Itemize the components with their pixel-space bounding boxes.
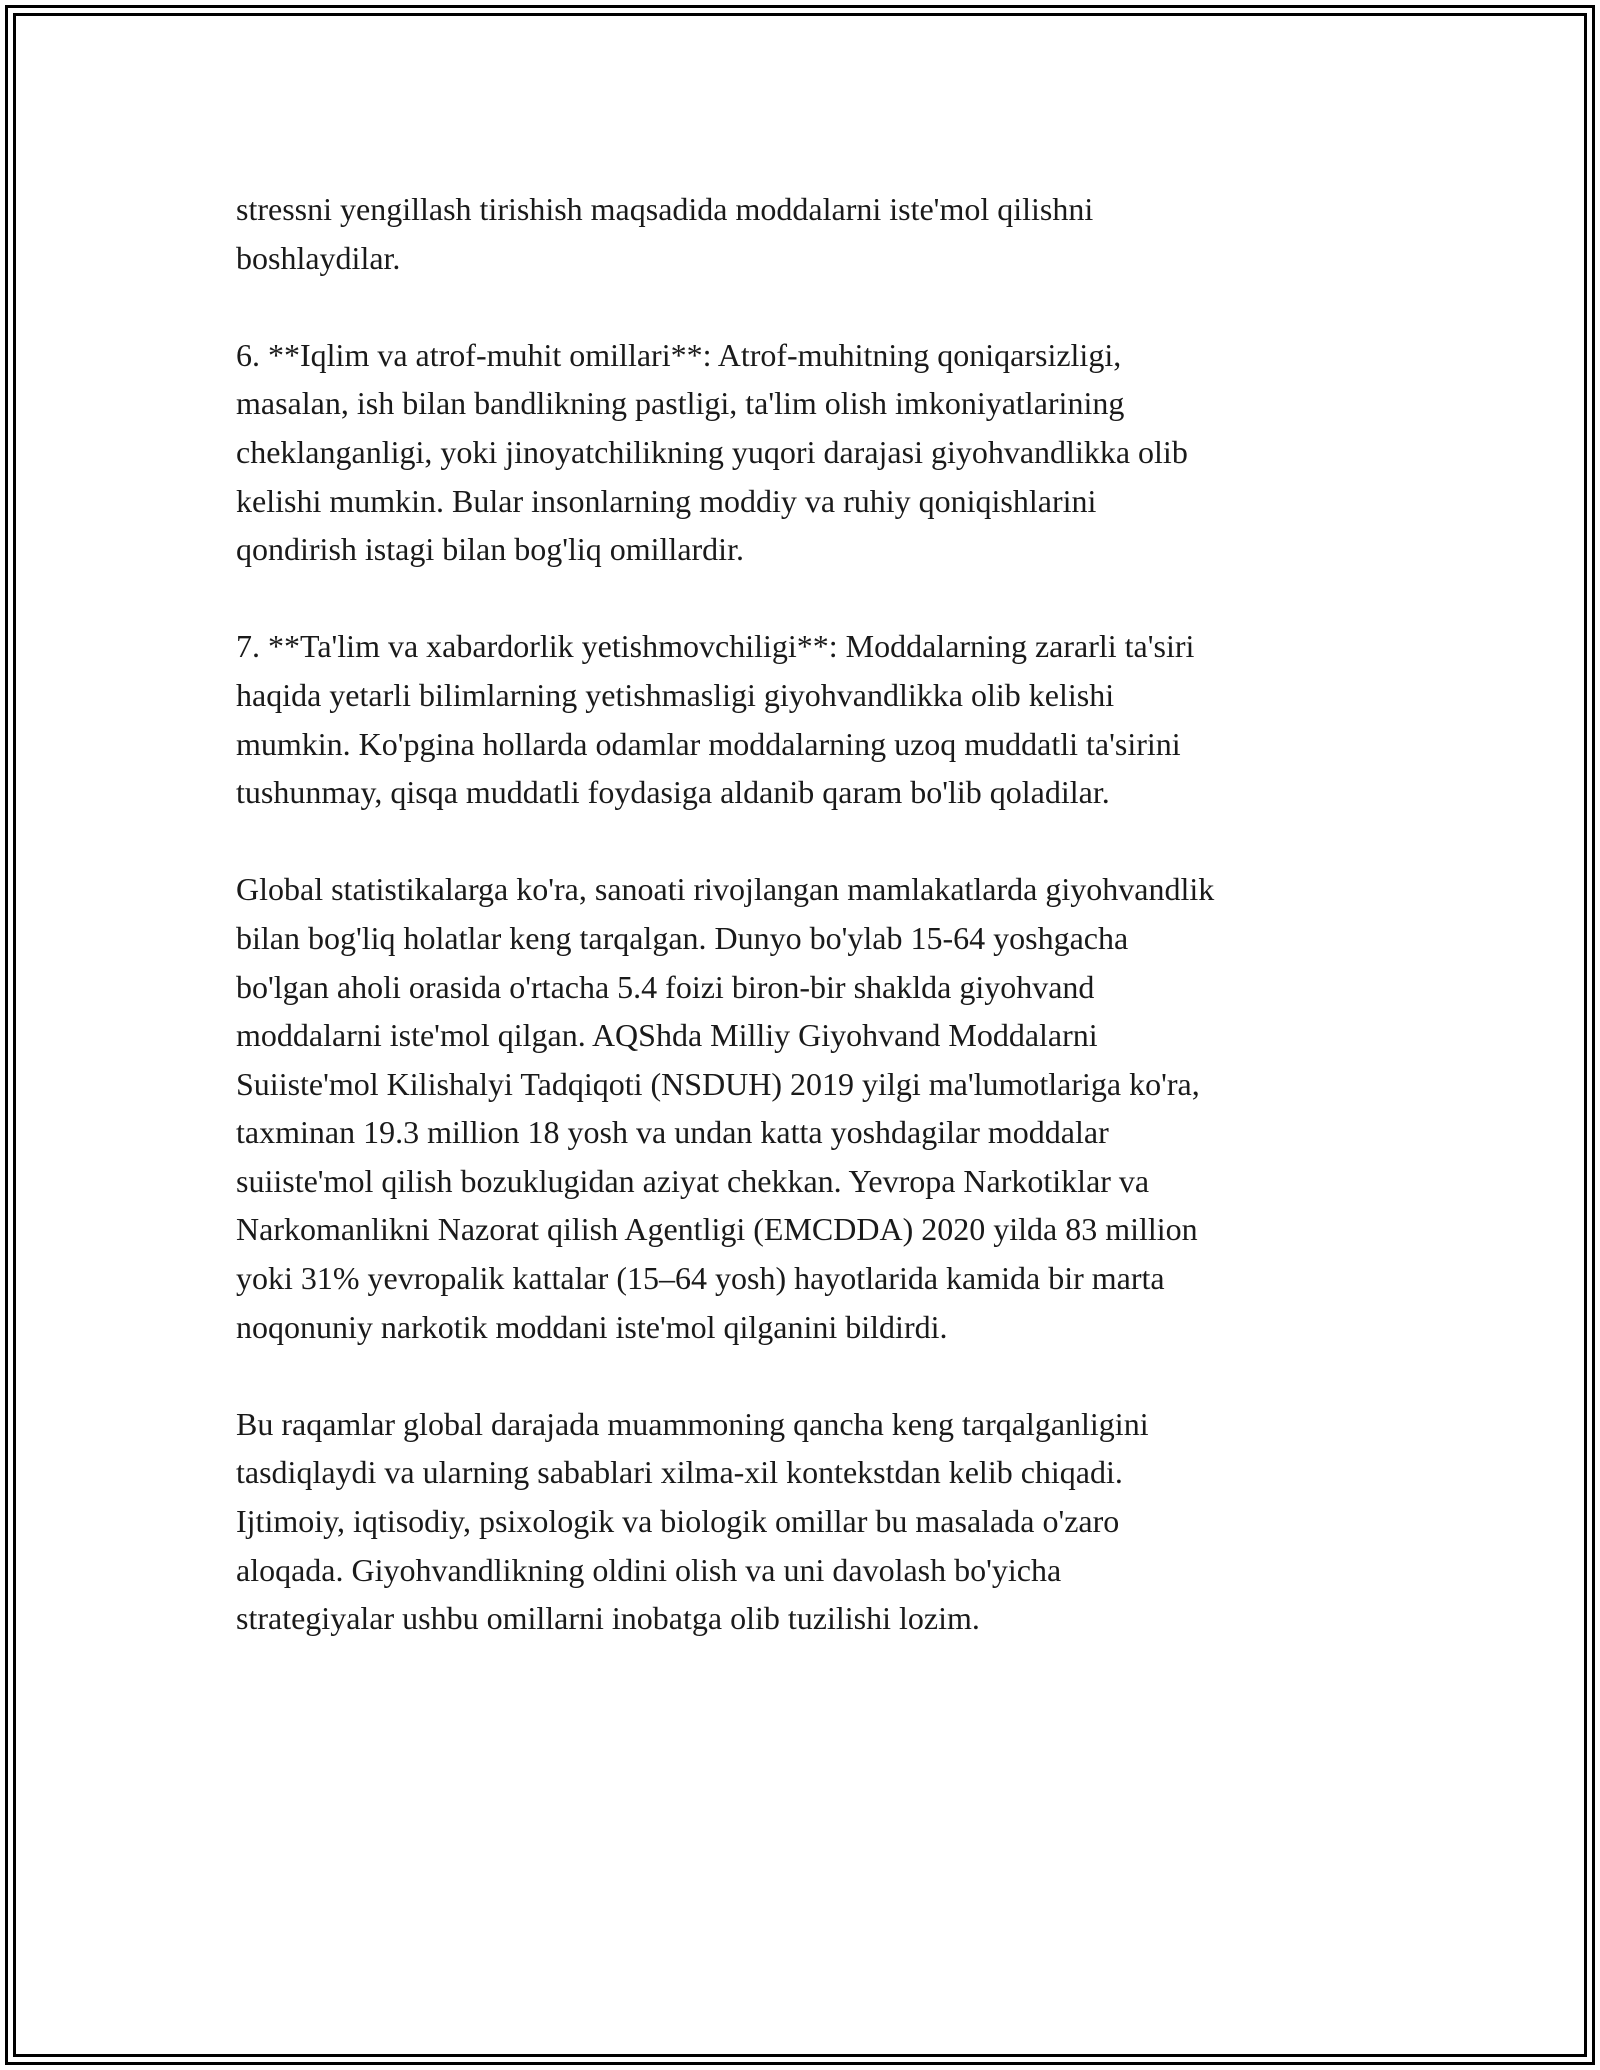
paragraph-global-statistics: Global statistikalarga ko'ra, sanoati rivojlangan mamlakatlarda giyohvandlik bilan bog'liq holatlar keng tarqalgan. Dunyo bo'ylab 15-64 yoshgacha bo'lgan aholi orasida o'rtacha 5.4 foizi biron-bir shaklda giyohvand moddalarni iste'mol qilgan. AQShda Milliy Giyohvand Moddalarni Suiiste'mol Kilishalyi Tadqiqoti (NSDUH) 2019 yilgi ma'lumotlariga ko'ra, taxminan 19.3 million 18 yosh va undan katta yoshdagilar moddalar suiiste'mol qilish bozuklugidan aziyat chekkan. Yevropa Narkotiklar va Narkomanlikni Nazorat qilish Agentligi (EMCDDA) 2020 yilda 83 million yoki 31% yevropalik kattalar (15–64 yosh) hayotlarida kamida bir marta noqonuniy narkotik moddani iste'mol qilganini bildirdi. [236, 871, 1215, 1345]
paragraph-conclusion: Bu raqamlar global darajada muammoning qancha keng tarqalganligini tasdiqlaydi va ularning sabablari xilma-xil kontekstdan kelib chiqadi. Ijtimoiy, iqtisodiy, psixologik va biologik omillar bu masalada o'zaro aloqada. Giyohvandlikning oldini olish va uni davolash bo'yicha strategiyalar ushbu omillarni inobatga olib tuzilishi lozim. [236, 1405, 1149, 1637]
document-body [236, 185, 1386, 1691]
paragraph-item-7: 7. **Ta'lim va xabardorlik yetishmovchiligi**: Moddalarning zararli ta'siri haqida yetarli bilimlarning yetishmasligi giyohvandlikka olib kelishi mumkin. Ko'pgina hollarda odamlar moddalarning uzoq muddatli ta'sirini tushunmay, qisqa muddatli foydasiga aldanib qaram bo'lib qoladilar. [236, 628, 1195, 811]
paragraph-item-6: 6. **Iqlim va atrof-muhit omillari**: Atrof-muhitning qoniqarsizligi, masalan, ish bilan bandlikning pastligi, ta'lim olish imkoniyatlarining cheklanganligi, yoki jinoyatchilikning yuqori darajasi giyohvandlikka olib kelishi mumkin. Bular insonlarning moddiy va ruhiy qoniqishlarini qondirish istagi bilan bog'liq omillardir. [236, 336, 1188, 568]
paragraph-continuation: stressni yengillash tirishish maqsadida moddalarni iste'mol qilishni boshlaydilar. [236, 191, 1094, 276]
